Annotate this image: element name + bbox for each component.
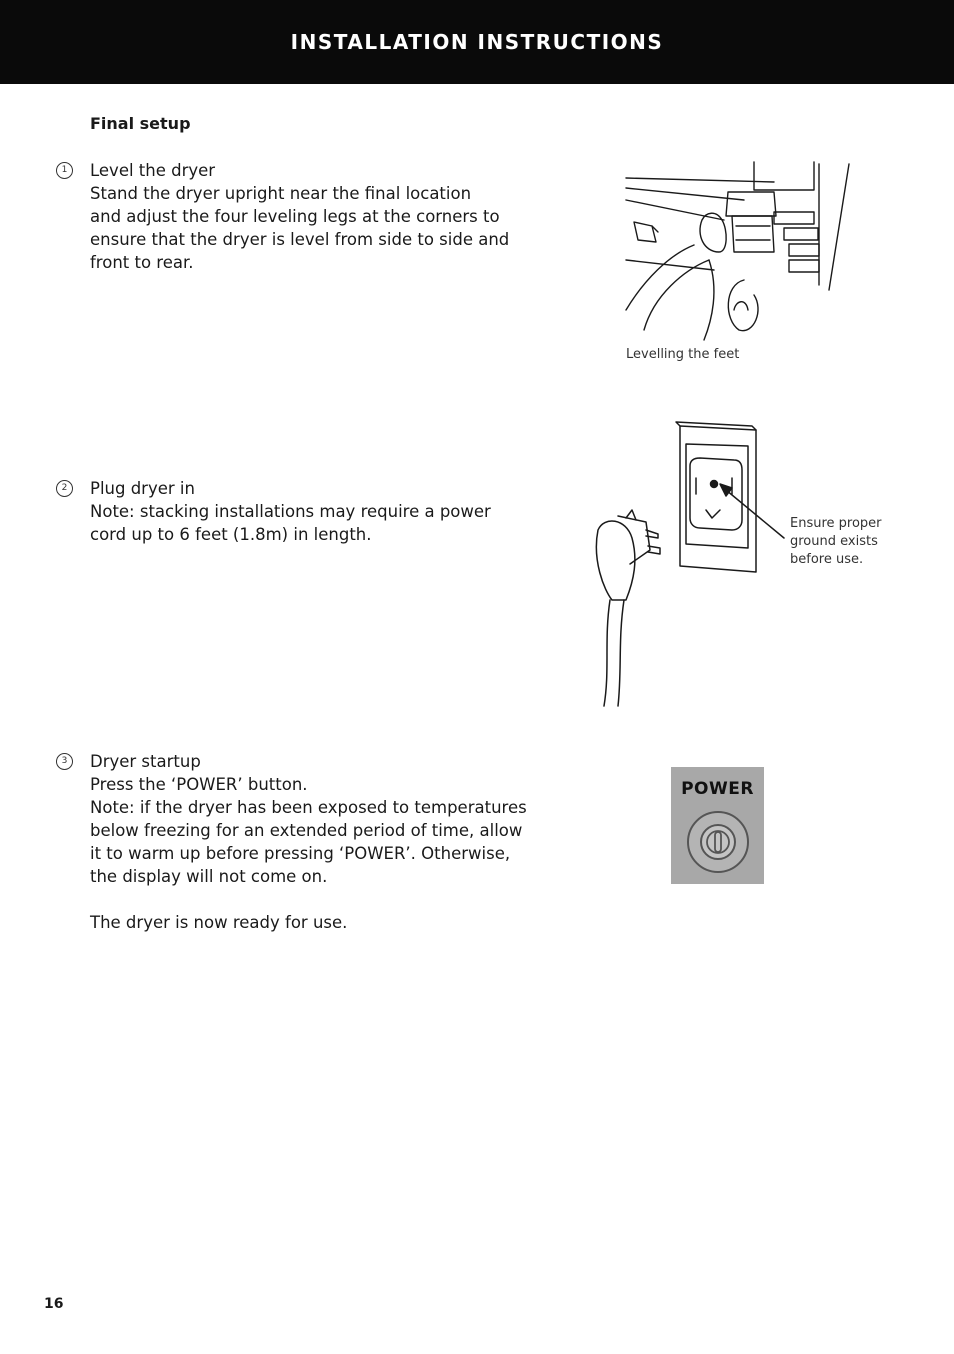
feet-caption: Levelling the feet bbox=[626, 347, 740, 362]
step-number-1: 1 bbox=[56, 162, 73, 179]
step-level-dryer bbox=[56, 159, 586, 274]
step-line: the display will not come on. bbox=[90, 867, 328, 886]
step-line: Note: stacking installations may require a power bbox=[90, 502, 491, 521]
outlet-plug-illustration bbox=[590, 420, 790, 710]
leveling-feet-illustration bbox=[624, 160, 854, 342]
step-line: cord up to 6 feet (1.8m) in length. bbox=[90, 525, 372, 544]
step-line: Press the ‘POWER’ button. bbox=[90, 775, 308, 794]
step-dryer-startup bbox=[56, 750, 586, 934]
step-title: Dryer startup bbox=[90, 752, 201, 771]
step-number-2: 2 bbox=[56, 480, 73, 497]
step-line: and adjust the four leveling legs at the corners to bbox=[90, 207, 500, 226]
step-closing: The dryer is now ready for use. bbox=[90, 913, 348, 932]
step-title: Level the dryer bbox=[90, 161, 216, 180]
header-title: INSTALLATION INSTRUCTIONS bbox=[290, 30, 664, 54]
step-number-3: 3 bbox=[56, 753, 73, 770]
step-line: Note: if the dryer has been exposed to temperatures bbox=[90, 798, 527, 817]
step-line: it to warm up before pressing ‘POWER’. Otherwise, bbox=[90, 844, 511, 863]
step-line: front to rear. bbox=[90, 253, 194, 272]
outlet-caption-line: Ensure proper bbox=[790, 516, 882, 531]
section-title: Final setup bbox=[90, 114, 191, 133]
outlet-caption-line: before use. bbox=[790, 552, 864, 567]
outlet-caption bbox=[790, 515, 882, 569]
power-button-panel bbox=[671, 767, 764, 884]
step-line: ensure that the dryer is level from side to side and bbox=[90, 230, 510, 249]
step-plug-dryer bbox=[56, 477, 586, 546]
power-label: POWER bbox=[681, 779, 754, 799]
page-number: 16 bbox=[44, 1296, 64, 1312]
page-header bbox=[0, 0, 954, 84]
outlet-caption-line: ground exists bbox=[790, 534, 878, 549]
power-knob-icon bbox=[685, 811, 751, 873]
step-title: Plug dryer in bbox=[90, 479, 195, 498]
step-line: below freezing for an extended period of time, allow bbox=[90, 821, 523, 840]
step-line: Stand the dryer upright near the final location bbox=[90, 184, 472, 203]
